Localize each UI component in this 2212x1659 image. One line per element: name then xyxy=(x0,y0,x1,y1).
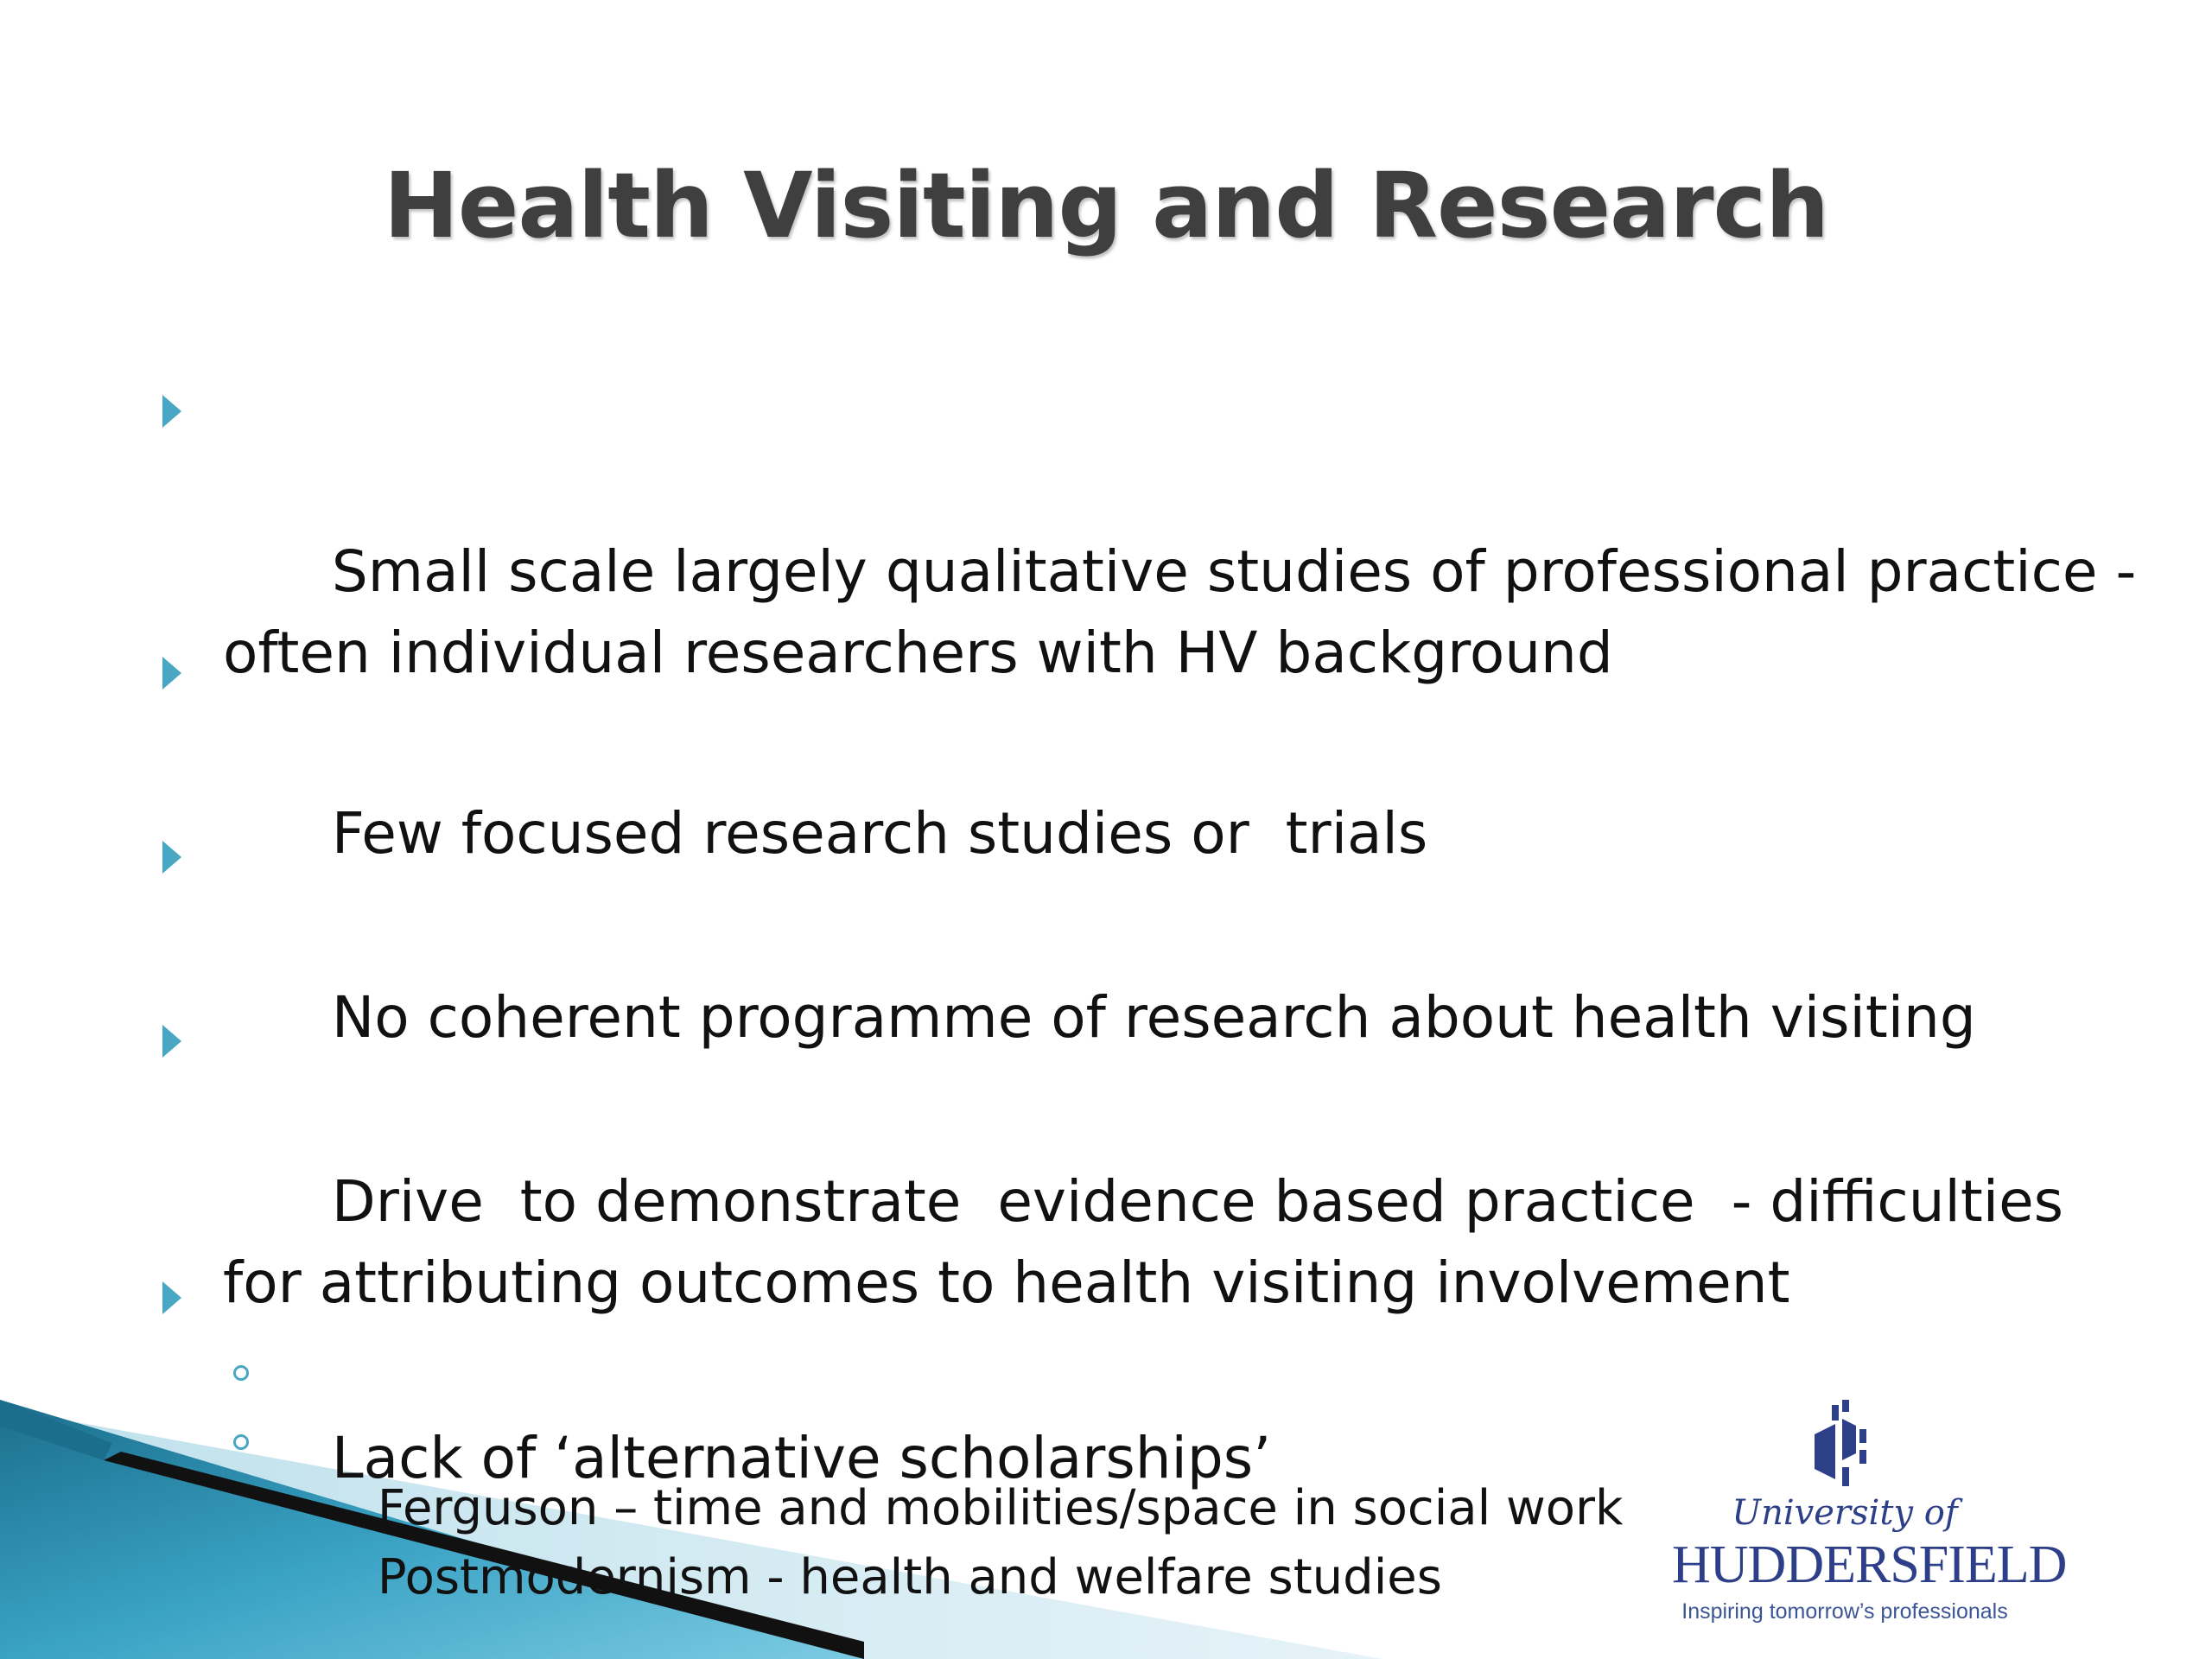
university-crest-icon xyxy=(1806,1400,1884,1491)
bullet-text: Lack of ‘alternative scholarships’ xyxy=(331,1425,1272,1491)
sub-bullet-text: Ferguson – time and mobilities/space in social work xyxy=(377,1480,1624,1536)
bullet-arrow-icon xyxy=(162,395,181,428)
sub-bullet-circle-icon xyxy=(233,1365,249,1381)
university-logo xyxy=(1672,1400,2067,1637)
bullet-arrow-icon xyxy=(162,1281,181,1314)
slide-title: Health Visiting and Research xyxy=(383,153,1829,258)
bullet-arrow-icon xyxy=(162,841,181,874)
bullet-text: Drive to demonstrate evidence based practice - difficulties for attributing outcomes to health visiting involvement xyxy=(223,1168,2064,1316)
sub-bullet-circle-icon xyxy=(233,1434,249,1450)
bullet-text: Few focused research studies or trials xyxy=(331,800,1428,867)
bullet-text: No coherent programme of research about health visiting xyxy=(331,984,1976,1051)
logo-tagline: Inspiring tomorrow’s professionals xyxy=(1681,1599,2008,1624)
bullet-arrow-icon xyxy=(162,657,181,690)
sub-bullet-item xyxy=(285,1405,1754,1659)
bullet-arrow-icon xyxy=(162,1025,181,1058)
bullet-text: Small scale largely qualitative studies of professional practice - often individual researchers with HV background xyxy=(223,538,2137,686)
logo-university-of: University of xyxy=(1732,1493,1958,1533)
sub-bullet-text: Postmodernism - health and welfare studies xyxy=(377,1549,1442,1605)
logo-huddersfield: HUDDERSFIELD xyxy=(1672,1535,2067,1594)
